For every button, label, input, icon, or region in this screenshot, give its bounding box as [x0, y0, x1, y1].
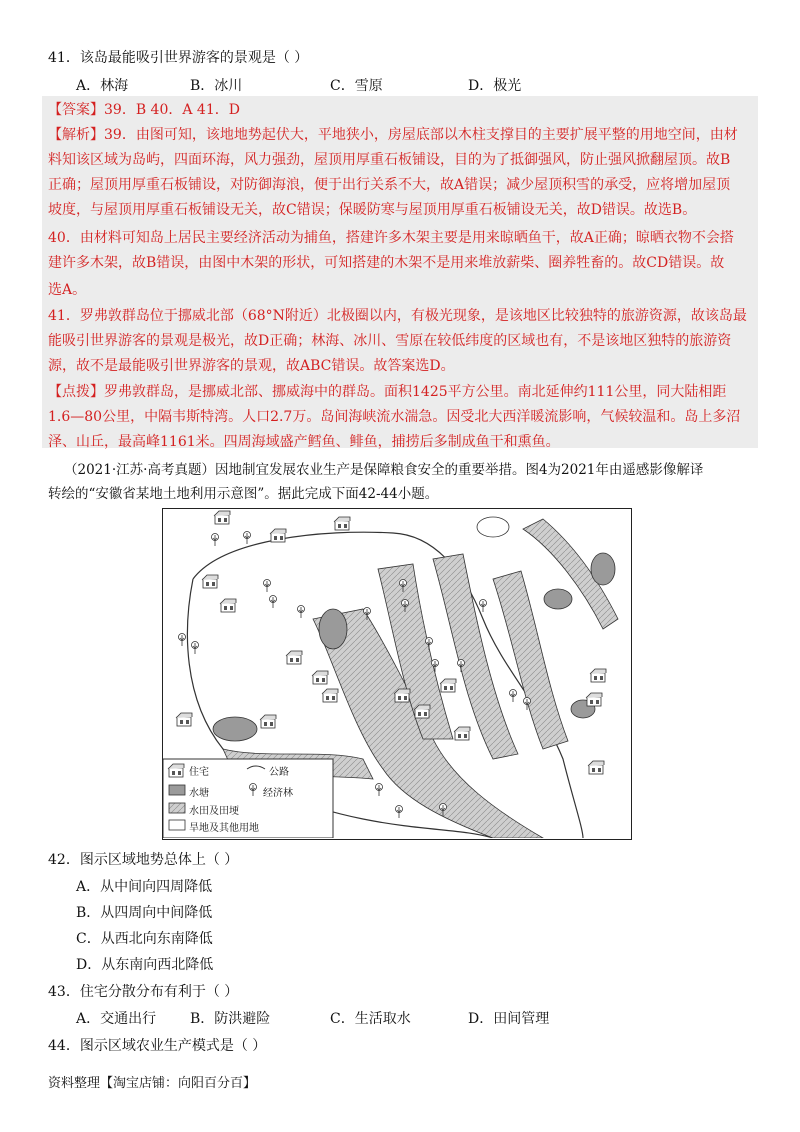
- tree-icon: [212, 534, 219, 547]
- answer-line-4: 坡度，与屋顶用厚重石板铺设无关，故C错误；保暖防寒与屋顶用厚重石板铺设无关，故D错误。故选B。: [48, 202, 697, 218]
- q43-option-b: B．防洪避险: [190, 1011, 271, 1027]
- answer-line-8: 41．罗弗敦群岛位于挪威北部（68°N附近）北极圈以内，有极光现象，是该地区比较独特的旅游资源，故该岛最: [48, 308, 747, 324]
- answer-line-5: 40．由材料可知岛上居民主要经济活动为捕鱼，搭建许多木架主要是用来晾晒鱼干，故A正确；晾晒衣物不会搭: [48, 230, 734, 246]
- tree-icon: [179, 634, 186, 647]
- answer-line-11: 【点拨】罗弗敦群岛，是挪威北部、挪威海中的群岛。面积1425平方公里。南北延伸约111公里，同大陆相距: [48, 384, 727, 400]
- answer-line-6: 建许多木架，故B错误，由图中木架的形状，可知搭建的木架不是用来堆放薪柴、圈养牲畜的。故CD错误。故: [48, 255, 725, 271]
- tree-icon: [376, 784, 383, 797]
- question-42-stem: 42．图示区域地势总体上（ ）: [48, 852, 239, 868]
- house-icon: [322, 689, 338, 702]
- answer-line-12: 1.6—80公里，中隔韦斯特湾。人口2.7万。岛间海峡流水湍急。因受北大西洋暖流影响，气候较温和。岛上多沼: [48, 409, 741, 425]
- legend-water-label: 水塘: [189, 788, 209, 799]
- tree-icon: [264, 580, 271, 593]
- page-footer: 资料整理【淘宝店铺：向阳百分百】: [48, 1076, 257, 1091]
- pond: [591, 553, 615, 585]
- answer-line-7: 选A。: [48, 282, 87, 298]
- question-43-stem: 43．住宅分散分布有利于（ ）: [48, 984, 239, 1000]
- pond-outline: [477, 517, 509, 537]
- tree-icon: [192, 642, 199, 655]
- answer-line-13: 泽、山丘，最高峰1161米。四周海域盛产鳕鱼、鲱鱼，捕捞后多制成鱼干和熏鱼。: [48, 434, 560, 450]
- house-icon: [334, 517, 350, 530]
- house-icon: [286, 651, 302, 664]
- answer-line-9: 能吸引世界游客的景观是极光，故D正确；林海、冰川、雪原在较低纬度的区域也有，不是该地区独特的旅游资: [48, 333, 732, 349]
- house-icon: [176, 713, 192, 726]
- pond: [544, 589, 572, 609]
- question-41-stem: 41．该岛最能吸引世界游客的景观是（ ）: [48, 50, 309, 66]
- q41-option-b: B．冰川: [190, 78, 243, 94]
- pond: [213, 717, 257, 741]
- q42-option-b: B．从四周向中间降低: [76, 905, 213, 921]
- house-icon: [590, 669, 606, 682]
- q43-option-a: A．交通出行: [76, 1011, 157, 1027]
- tree-icon: [480, 600, 487, 613]
- house-icon: [588, 761, 604, 774]
- tree-icon: [510, 690, 517, 703]
- house-icon: [260, 715, 276, 728]
- q42-option-a: A．从中间向四周降低: [76, 879, 213, 895]
- intro-line-2: 转绘的“安徽省某地土地利用示意图”。据此完成下面42-44小题。: [48, 486, 439, 502]
- question-44-stem: 44．图示区域农业生产模式是（ ）: [48, 1038, 267, 1054]
- answer-line-10: 源，故不是最能吸引世界游客的景观，故ABC错误。故答案选D。: [48, 358, 455, 374]
- land-use-map-drawing: [163, 509, 630, 838]
- tree-icon: [396, 806, 403, 819]
- land-use-map: [162, 508, 632, 840]
- tree-icon: [298, 606, 305, 619]
- q42-option-c: C．从西北向东南降低: [76, 931, 213, 947]
- answer-line-1: 【解析】39．由图可知，该地地势起伏大，平地狭小，房屋底部以木柱支撑目的主要扩展平整的用地空间，由材: [48, 127, 738, 143]
- tree-icon: [244, 532, 251, 545]
- tree-icon: [270, 596, 277, 609]
- legend-dry-label: 旱地及其他用地: [189, 823, 259, 834]
- house-icon: [214, 511, 230, 524]
- house-icon: [586, 693, 602, 706]
- house-icon: [202, 575, 218, 588]
- house-icon: [220, 599, 236, 612]
- legend-house-label: 住宅: [189, 767, 209, 778]
- answer-line-2: 料知该区域为岛屿，四面环海，风力强劲，屋顶用厚重石板铺设，目的为了抵御强风，防止强风掀翻屋顶。故B: [48, 152, 731, 168]
- answer-line-0: 【答案】39．B 40．A 41．D: [48, 102, 240, 118]
- pond: [319, 609, 347, 649]
- house-icon: [440, 679, 456, 692]
- answer-line-3: 正确；屋顶用厚重石板铺设，对防御海浪，便于出行关系不大，故A错误；减少屋顶积雪的承受，应将增加屋顶: [48, 177, 731, 193]
- q42-option-d: D．从东南向西北降低: [76, 957, 214, 973]
- q41-option-a: A．林海: [76, 78, 129, 94]
- q41-option-c: C．雪原: [330, 78, 383, 94]
- legend-forest-label: 经济林: [263, 788, 293, 799]
- intro-line-1: （2021·江苏·高考真题）因地制宜发展农业生产是保障粮食安全的重要举措。图4为2021年由遥感影像解译: [64, 462, 704, 478]
- q41-option-d: D．极光: [468, 78, 522, 94]
- q43-option-c: C．生活取水: [330, 1011, 411, 1027]
- q43-option-d: D．田间管理: [468, 1011, 550, 1027]
- legend-paddy-label: 水田及田埂: [189, 806, 239, 817]
- house-icon: [454, 727, 470, 740]
- house-icon: [270, 529, 286, 542]
- legend-road-label: 公路: [269, 767, 289, 778]
- house-icon: [312, 671, 328, 684]
